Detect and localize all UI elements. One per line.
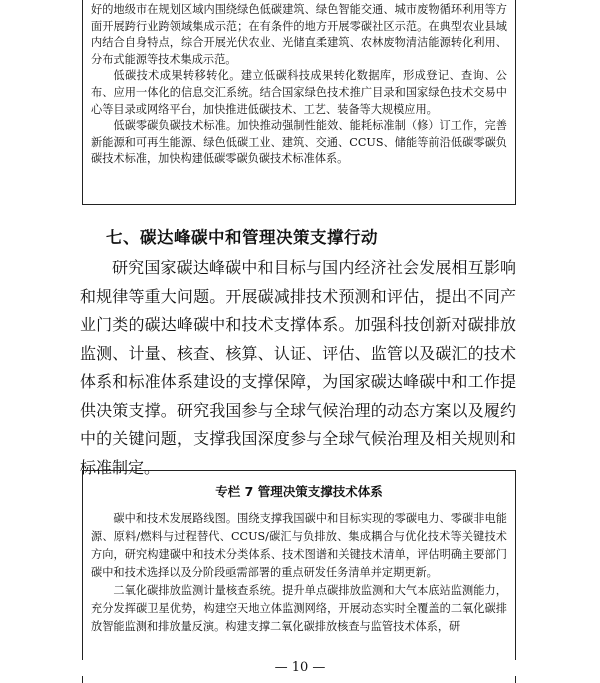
box-paragraph: 低碳技术成果转移转化。建立低碳科技成果转化数据库，形成登记、查询、公布、应用一体化的信息交汇系统。结合国家绿色技术推广目录和国家绿色技术交易中心等目录或网络平台，加快推进低碳技术、工艺、装备等大规模应用。 bbox=[91, 69, 507, 116]
section-body-text: 研究国家碳达峰碳中和目标与国内经济社会发展相互影响和规律等重大问题。开展碳减排技术预测和评估，提出不同产业门类的碳达峰碳中和技术支撑体系。加强科技创新对碳排放监测、计量、核查、核算、认证、评估、监管以及碳汇的技术体系和标准体系建设的支撑保障，为国家碳达峰碳中和工作提供决策支撑。研究我国参与全球气候治理的动态方案以及履约中的关键问题，支撑我国深度参与全球气候治理及相关规则和标准制定。 bbox=[80, 258, 516, 477]
box-paragraph: 低碳零碳负碳技术标准。加快推动强制性能效、能耗标准制（修）订工作，完善新能源和可再生能源、绿色低碳工业、建筑、交通、CCUS、储能等前沿低碳零碳负碳技术标准，加快构建低碳零碳负碳技术标准体系。 bbox=[91, 119, 507, 166]
top-info-box bbox=[82, 0, 516, 205]
column-box-paragraph: 二氧化碳排放监测计量核查系统。提升单点碳排放监测和大气本底站监测能力，充分发挥碳卫星优势，构建空天地立体监测网络，开展动态实时全覆盖的二氧化碳排放智能监测和排放量反演。构建支撑二氧化碳排放核查与监管技术体系，研 bbox=[91, 584, 507, 633]
section-heading: 七、碳达峰碳中和管理决策支撑行动 bbox=[106, 228, 378, 247]
column-box-paragraph: 碳中和技术发展路线图。围绕支撑我国碳中和目标实现的零碳电力、零碳非电能源、原料/燃料与过程替代、CCUS/碳汇与负排放、集成耦合与优化技术等关键技术方向，研究构建碳中和技术分类体系、技术图谱和关键技术清单，评估明确主要部门碳中和技术选择以及分阶段亟需部署的重点研发任务清单并定期更新。 bbox=[91, 512, 507, 579]
column-box bbox=[82, 470, 516, 683]
column-box-title: 专栏 7 管理决策支撑技术体系 bbox=[215, 484, 383, 499]
box-paragraph: 好的地级市在规划区域内围绕绿色低碳建筑、绿色智能交通、城市废物循环利用等方面开展跨行业跨领域集成示范；在有条件的地方开展零碳社区示范。在典型农业县域内结合自身特点，综合开展光伏农业、光储直柔建筑、农林废物清洁能源转化利用、分布式能源等技术集成示范。 bbox=[91, 3, 507, 66]
page-number: — 10 — bbox=[0, 660, 600, 676]
